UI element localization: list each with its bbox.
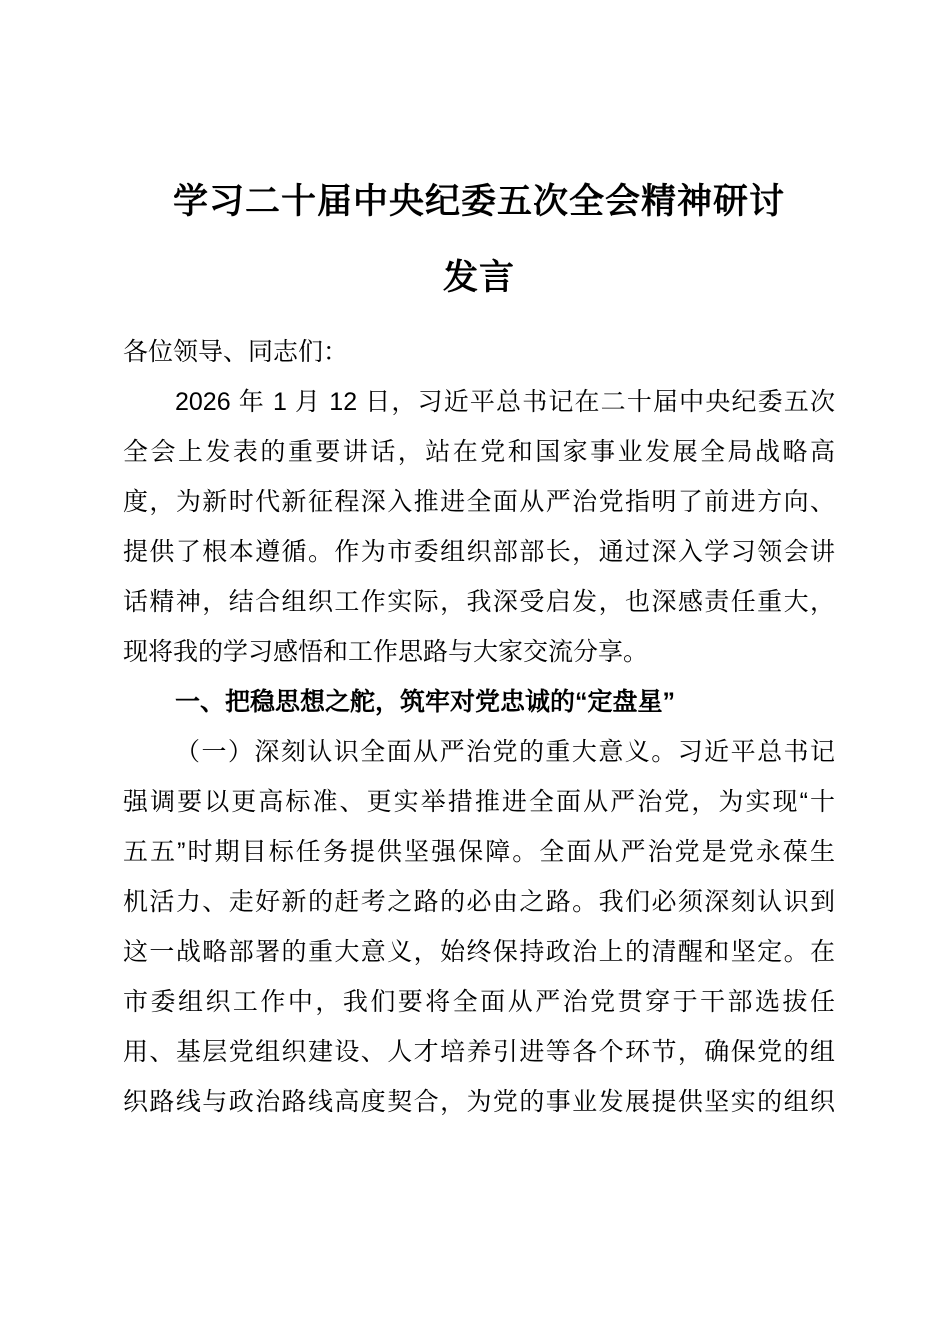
- text-line-11: 五五”时期目标任务提供坚强保障。全面从严治党是党永葆生: [123, 838, 835, 866]
- document-title: [123, 164, 835, 316]
- text-line-8: 一、把稳思想之舵，筑牢对党忠诚的“定盘星”: [175, 688, 676, 716]
- text-line-2: 2026 年 1 月 12 日，习近平总书记在二十届中央纪委五次: [175, 388, 835, 416]
- text-line-13: 这一战略部署的重大意义，始终保持政治上的清醒和坚定。在: [123, 938, 835, 966]
- text-line-1: 各位领导、同志们：: [123, 338, 349, 366]
- text-line-9: （一）深刻认识全面从严治党的重大意义。习近平总书记: [175, 738, 835, 766]
- text-line-14: 市委组织工作中，我们要将全面从严治党贯穿于干部选拔任: [123, 988, 835, 1016]
- text-line-16: 织路线与政治路线高度契合，为党的事业发展提供坚实的组织: [123, 1088, 835, 1116]
- document-title-line-2: 发言: [442, 258, 515, 297]
- text-line-5: 提供了根本遵循。作为市委组织部部长，通过深入学习领会讲: [123, 538, 835, 566]
- text-line-15: 用、基层党组织建设、人才培养引进等各个环节，确保党的组: [123, 1038, 835, 1066]
- document-body: [123, 327, 835, 1127]
- document-title-line-1: 学习二十届中央纪委五次全会精神研讨: [172, 182, 785, 221]
- text-line-4: 度，为新时代新征程深入推进全面从严治党指明了前进方向、: [123, 488, 835, 516]
- text-line-12: 机活力、走好新的赶考之路的必由之路。我们必须深刻认识到: [123, 888, 835, 916]
- text-line-6: 话精神，结合组织工作实际，我深受启发，也深感责任重大，: [123, 588, 835, 616]
- text-line-3: 全会上发表的重要讲话，站在党和国家事业发展全局战略高: [123, 438, 835, 466]
- text-line-10: 强调要以更高标准、更实举措推进全面从严治党，为实现“十: [123, 788, 835, 816]
- text-line-7: 现将我的学习感悟和工作思路与大家交流分享。: [123, 638, 649, 666]
